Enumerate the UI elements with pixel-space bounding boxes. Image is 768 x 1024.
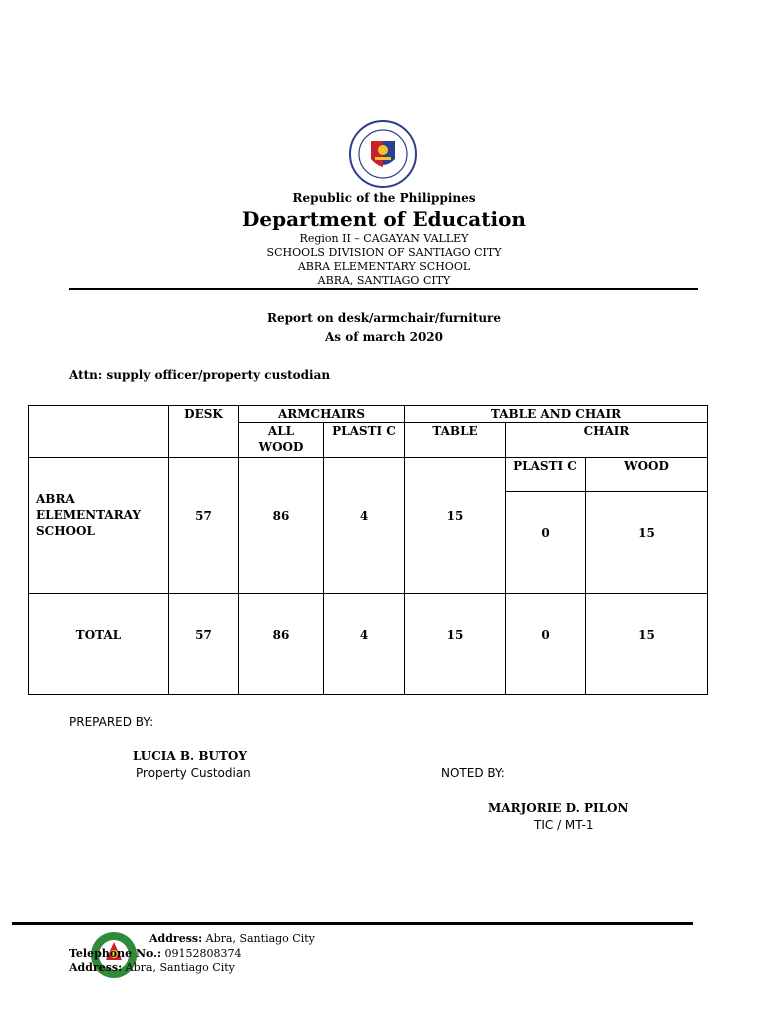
table-border-right <box>707 405 708 695</box>
table-col-rule-1 <box>168 405 169 695</box>
header-all-wood: ALL WOOD <box>258 424 304 454</box>
row-school-plastic: 4 <box>359 509 369 523</box>
footer-address-label: Address: <box>149 932 203 945</box>
header-armchairs: ARMCHAIRS <box>277 407 366 421</box>
preparer-name: LUCIA B. BUTOY <box>133 749 247 763</box>
footer-address <box>149 932 315 946</box>
header-chair-plastic: PLASTI C <box>513 459 577 473</box>
footer-phone <box>69 947 242 961</box>
prepared-by-label: PREPARED BY: <box>69 715 154 729</box>
row-school-table: 15 <box>446 509 464 523</box>
school-line: ABRA ELEMENTARY SCHOOL <box>297 260 471 273</box>
header-table-and-chair: TABLE AND CHAIR <box>490 407 622 421</box>
footer-address-secondary <box>69 961 235 975</box>
table-col-rule-5 <box>505 422 506 695</box>
attention-line: Attn: supply officer/property custodian <box>69 368 331 382</box>
report-date: As of march 2020 <box>325 330 443 344</box>
row-school-chair-wood: 15 <box>638 526 655 540</box>
header-table: TABLE <box>432 424 478 438</box>
footer-phone-label: Telephone No.: <box>69 947 162 960</box>
row-total-chair-plastic: 0 <box>541 628 550 642</box>
header-chair-wood: WOOD <box>624 459 669 473</box>
table-col-rule-3 <box>323 422 324 695</box>
city-line: ABRA, SANTIAGO CITY <box>317 274 451 287</box>
department-heading: Department of Education <box>242 207 526 231</box>
header-divider <box>69 288 698 290</box>
table-col-rule-2 <box>238 405 239 695</box>
row-total-label: TOTAL <box>75 628 122 642</box>
noter-title: TIC / MT-1 <box>534 818 594 832</box>
row-school-label: ABRA ELEMENTARAY SCHOOL <box>36 492 141 538</box>
table-col-rule-4 <box>404 405 405 695</box>
republic-heading: Republic of the Philippines <box>292 191 476 205</box>
header-chair: CHAIR <box>583 424 630 438</box>
table-border-bottom <box>28 694 708 695</box>
row-school-desk: 57 <box>195 509 212 523</box>
preparer-title: Property Custodian <box>136 766 251 780</box>
table-rule-chair-sub <box>505 491 708 492</box>
row-total-plastic: 4 <box>359 628 369 642</box>
noter-name: MARJORIE D. PILON <box>488 801 629 815</box>
division-line: SCHOOLS DIVISION OF SANTIAGO CITY <box>266 246 502 259</box>
row-school-chair-plastic: 0 <box>541 526 550 540</box>
row-total-desk: 57 <box>195 628 212 642</box>
footer-divider <box>12 922 693 925</box>
header-plastic: PLASTI C <box>332 424 396 438</box>
deped-seal-logo <box>341 119 425 189</box>
table-rule-row <box>28 593 708 594</box>
row-total-chair-wood: 15 <box>638 628 655 642</box>
footer-address2-value: Abra, Santiago City <box>125 961 235 974</box>
row-total-all-wood: 86 <box>272 628 290 642</box>
report-title: Report on desk/armchair/furniture <box>266 311 501 325</box>
noted-by-label: NOTED BY: <box>441 766 505 780</box>
footer-address-value: Abra, Santiago City <box>205 932 315 945</box>
footer-phone-value: 09152808374 <box>164 947 242 960</box>
region-line: Region II – CAGAYAN VALLEY <box>299 232 469 245</box>
table-border-left <box>28 405 29 695</box>
row-total-table: 15 <box>446 628 464 642</box>
footer-address2-label: Address: <box>69 961 123 974</box>
table-col-rule-6 <box>585 457 586 695</box>
inventory-table <box>28 405 708 695</box>
row-school-all-wood: 86 <box>272 509 290 523</box>
header-desk: DESK <box>184 407 223 421</box>
